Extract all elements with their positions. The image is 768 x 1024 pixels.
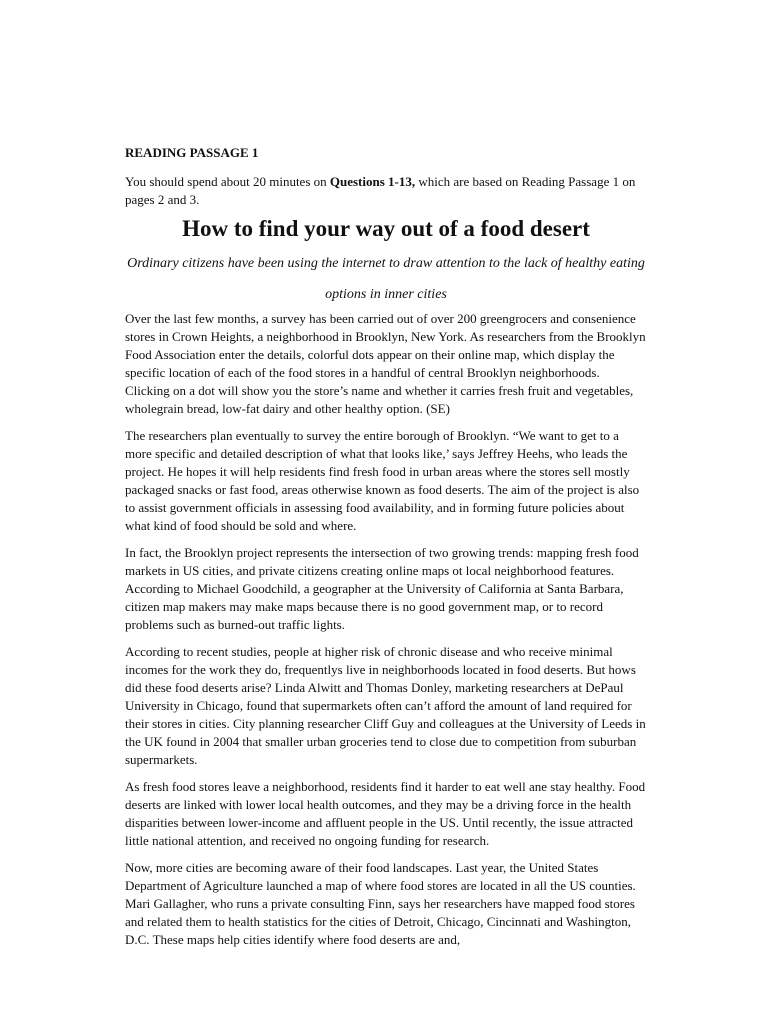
document-page	[125, 144, 647, 958]
paragraph-4: According to recent studies, people at higher risk of chronic disease and who receive minimal incomes for the work they do, frequentlys live in neighborhoods located in food deserts. But hows did these food deserts arise? Linda Alwitt and Thomas Donley, marketing researchers at DePaul University in Chicago, found that supermarkets often can’t afford the amount of land required for their stores in cities. City planning researcher Cliff Guy and colleagues at the University of Leeds in the UK found in 2004 that smaller urban groceries tend to close due to competition from suburban supermarkets.	[125, 644, 646, 767]
passage-heading: READING PASSAGE 1	[125, 145, 259, 160]
paragraph-6: Now, more cities are becoming aware of their food landscapes. Last year, the United States Department of Agriculture launched a map of where food stores are located in all the US counties. Mari Gallagher, who runs a private consulting Finn, says her researchers have mapped food stores and related them to health statistics for the cities of Detroit, Chicago, Cincinnati and Washington, D.C. These maps help cities identify where food deserts are and,	[125, 860, 636, 947]
paragraph-1: Over the last few months, a survey has been carried out of over 200 greengrocers and consenience stores in Crown Heights, a neighborhood in Brooklyn, New York. As researchers from the Brooklyn Food Association enter the details, colorful dots appear on their online map, which display the specific location of each of the food stores in a handful of central Brooklyn neighborhoods. Clicking on a dot will show you the store’s name and whether it carries fresh fruit and vegetables, wholegrain bread, low-fat dairy and other healthy option. (SE)	[125, 311, 646, 416]
instructions-text-before: You should spend about 20 minutes on	[125, 174, 330, 189]
paragraph-5: As fresh food stores leave a neighborhood, residents find it harder to eat well ane stay healthy. Food deserts are linked with lower local health outcomes, and they may be a driving force in the health disparities between lower-income and affluent people in the US. Until recently, the issue attracted little national attention, and received no ongoing funding for research.	[125, 779, 646, 848]
instructions-text-after: which are based on Reading Passage 1 on pages 2 and 3.	[125, 174, 636, 207]
paragraph-2: The researchers plan eventually to survey the entire borough of Brooklyn. “We want to get to a more specific and detailed description of what that looks like,’ says Jeffrey Heehs, who leads the project. He hopes it will help residents find fresh food in urban areas where the stores sell mostly packaged snacks or fast food, areas otherwise known as food deserts. The aim of the project is also to assist government officials in assessing food availability, and in forming future policies about what kind of food should be sold and where.	[125, 428, 640, 533]
paragraph-3: In fact, the Brooklyn project represents the intersection of two growing trends: mapping fresh food markets in US cities, and private citizens creating online maps ot local neighborhood features. According to Michael Goodchild, a geographer at the University of California at Santa Barbara, citizen map makers may make maps because there is no good government map, or to record problems such as burned-out traffic lights.	[125, 545, 639, 632]
article-subtitle: Ordinary citizens have been using the internet to draw attention to the lack of healthy eating options in inner cities	[127, 256, 645, 302]
article-title: How to find your way out of a food desert	[182, 216, 590, 241]
instructions	[125, 173, 647, 209]
instructions-questions: Questions 1-13,	[329, 174, 416, 189]
